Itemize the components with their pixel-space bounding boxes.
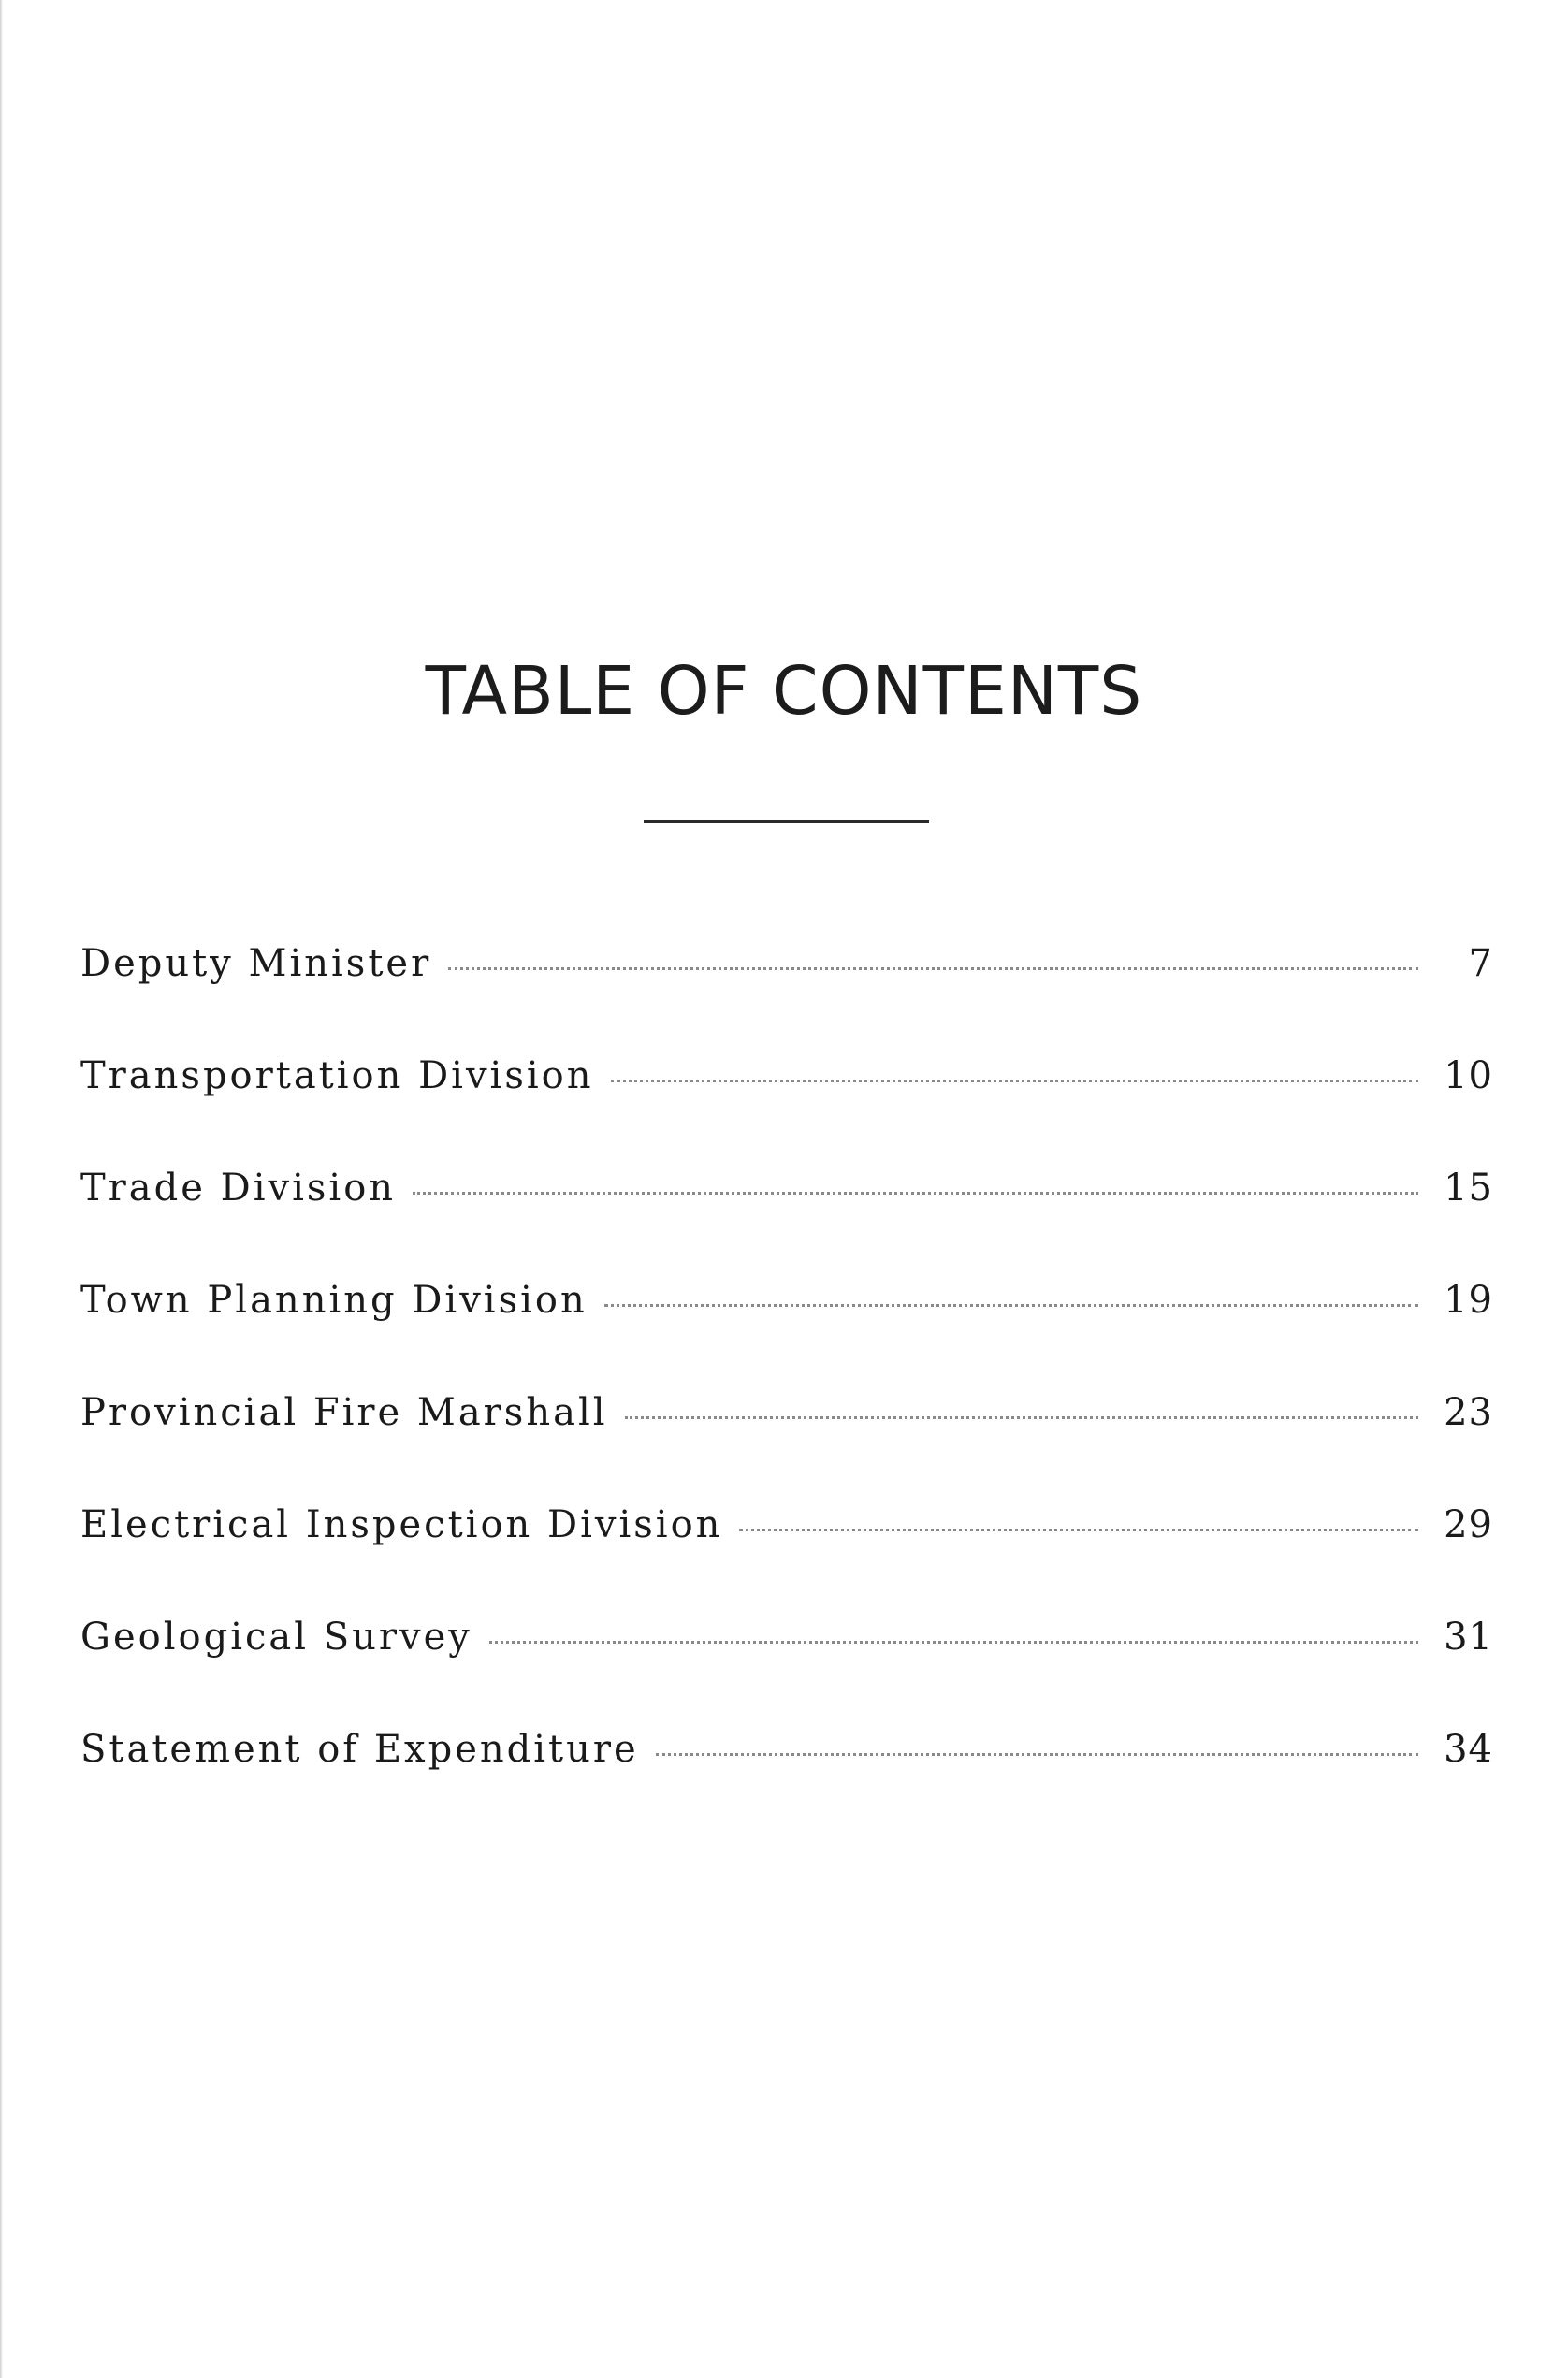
dot-leader bbox=[448, 967, 1418, 970]
toc-page-number: 19 bbox=[1444, 1279, 1493, 1322]
toc-entry bbox=[80, 1160, 1493, 1216]
toc-entry-label: Trade Division bbox=[80, 1167, 397, 1210]
toc-entry-label: Provincial Fire Marshall bbox=[80, 1391, 608, 1434]
toc-entry bbox=[80, 1385, 1493, 1441]
dot-leader bbox=[489, 1641, 1418, 1644]
toc-entry bbox=[80, 935, 1493, 992]
dot-leader bbox=[625, 1416, 1418, 1419]
toc-entry-label: Deputy Minister bbox=[80, 942, 432, 985]
toc-entry-label: Electrical Inspection Division bbox=[80, 1503, 723, 1546]
toc-entry bbox=[80, 1609, 1493, 1665]
toc-page-number: 31 bbox=[1444, 1616, 1493, 1659]
toc-page-number: 10 bbox=[1444, 1054, 1493, 1097]
toc-page-number: 29 bbox=[1444, 1503, 1493, 1546]
dot-leader bbox=[611, 1080, 1418, 1082]
toc-page-number: 34 bbox=[1444, 1728, 1493, 1771]
dot-leader bbox=[604, 1304, 1418, 1307]
toc-entry bbox=[80, 1048, 1493, 1104]
table-of-contents bbox=[80, 935, 1493, 1834]
dot-leader bbox=[413, 1192, 1418, 1195]
toc-entry-label: Statement of Expenditure bbox=[80, 1728, 639, 1771]
toc-entry bbox=[80, 1721, 1493, 1777]
dot-leader bbox=[739, 1529, 1418, 1531]
toc-page-number: 7 bbox=[1468, 942, 1493, 985]
dot-leader bbox=[656, 1753, 1418, 1756]
toc-entry bbox=[80, 1272, 1493, 1328]
toc-page-number: 23 bbox=[1444, 1391, 1493, 1434]
toc-entry-label: Town Planning Division bbox=[80, 1279, 588, 1322]
page-edge bbox=[0, 0, 3, 2378]
toc-entry bbox=[80, 1497, 1493, 1553]
toc-entry-label: Transportation Division bbox=[80, 1054, 594, 1097]
toc-entry-label: Geological Survey bbox=[80, 1616, 472, 1659]
title-divider bbox=[644, 820, 929, 823]
toc-page-number: 15 bbox=[1444, 1167, 1493, 1210]
page-title: TABLE OF CONTENTS bbox=[425, 651, 1143, 730]
